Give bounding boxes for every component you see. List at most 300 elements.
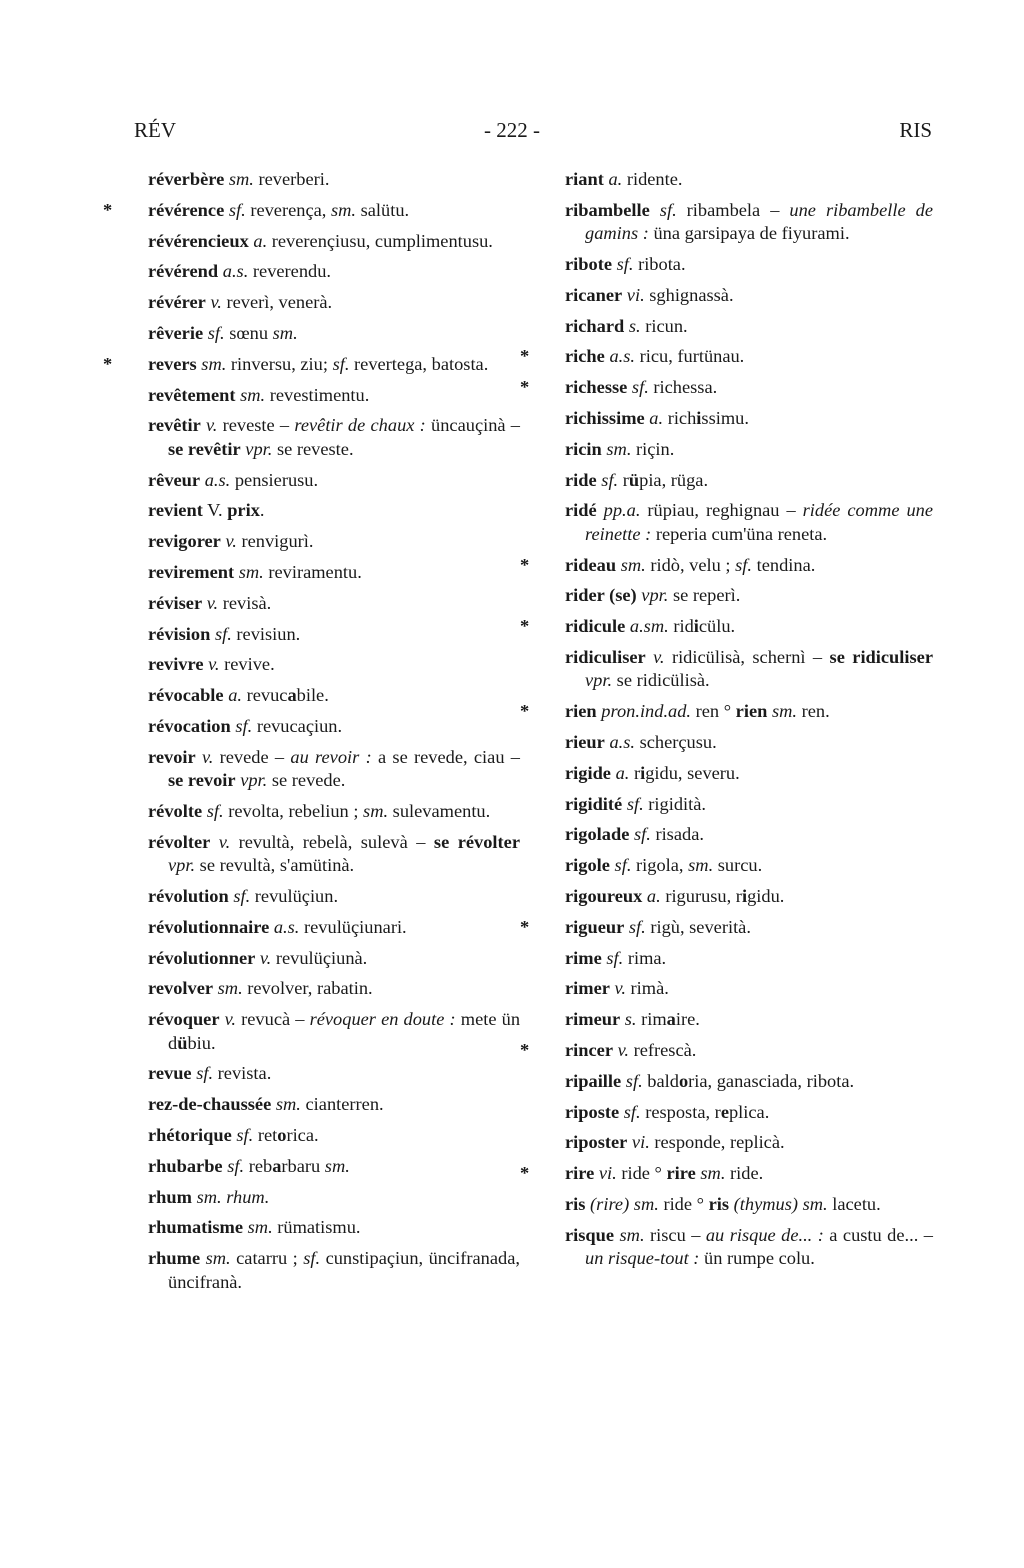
headword: ris [708,1193,730,1214]
grammar-label: a.sm. [629,616,669,637]
definition-text: gidu, severu. [645,762,740,783]
headword: révolutionnaire [148,916,270,937]
headword: rider (se) [565,585,637,606]
headword: revolver [148,978,214,999]
dictionary-entry [148,746,520,793]
grammar-label: sm. [688,855,714,876]
headword: o [277,1124,287,1145]
definition-text: r [618,469,629,490]
grammar-label: sf. [303,1248,321,1269]
definition-text [597,500,604,520]
definition-text: revucaçiun. [252,715,343,736]
definition-text: ridicülisà, schernì – [664,646,830,667]
headword: rien [565,701,597,722]
headword: réviser [148,592,203,613]
grammar-label: sm. [620,554,646,575]
example-phrase: révoquer en doute : [309,1009,456,1030]
definition-text: revulüçiunari. [299,916,407,937]
headword: ü [628,469,640,490]
dictionary-entry [520,1039,933,1062]
grammar-label: sm. [619,1224,645,1245]
dictionary-entry [148,168,520,191]
dictionary-entry [565,1070,933,1093]
dictionary-entry [565,168,933,191]
definition-text: gidu. [747,885,785,906]
page-number: - 222 - [484,118,540,142]
definition-text: lacetu. [827,1193,881,1214]
definition-text: reperia cum'üna reneta. [651,523,828,544]
dictionary-entry [148,1093,520,1116]
grammar-label: sf. [628,916,646,937]
dictionary-entry [565,646,933,693]
asterisk-marker: * [520,916,530,937]
headword: a [666,1009,676,1030]
grammar-label: pp.a. [603,500,641,521]
asterisk-marker: * [520,701,530,722]
definition-text [650,200,660,220]
definition-text: a se revede, ciau – [371,746,520,767]
asterisk-marker: * [520,1163,530,1184]
definition-text: üncauçinà – [425,415,520,436]
dictionary-entry [565,284,933,307]
definition-text: revisà. [218,592,272,613]
definition-text: sghignassà. [644,284,734,305]
grammar-label: sf. [626,793,644,814]
definition-text: ridente. [622,169,683,189]
headword: rhétorique [148,1124,232,1145]
headword: ris [565,1193,586,1214]
headword: rincer [565,1039,613,1060]
grammar-label: a. [228,685,242,706]
headword: rigoureux [565,885,643,906]
headword: rigidité [565,793,623,814]
dictionary-entry [148,469,520,492]
headword: ripaille [565,1070,622,1091]
dictionary-entry [565,1101,933,1124]
asterisk-marker: * [520,554,530,575]
example-phrase: revêtir de chaux : [294,415,426,436]
dictionary-entry [565,793,933,816]
definition-text: ret [253,1124,278,1145]
dictionary-entry [148,623,520,646]
dictionary-entry [148,684,520,707]
dictionary-entry [148,947,520,970]
headword: révérencieux [148,230,249,251]
definition-text: scherçusu. [635,731,717,752]
definition-text: revultà, rebelà, sulevà – [230,831,434,852]
dictionary-entry [565,1131,933,1154]
grammar-label: sf. [659,199,677,220]
dictionary-entry [148,916,520,939]
grammar-label: vi. [626,284,645,305]
grammar-label: a. [646,885,661,906]
definition-text: ride. [725,1163,764,1184]
grammar-label: sm. [247,1217,273,1238]
dictionary-entry [520,700,933,723]
headword: riant [565,169,604,189]
headword: ribambelle [565,199,650,220]
grammar-label: v. [617,1039,630,1060]
headword: révoquer [148,1009,220,1030]
dictionary-entry [565,499,933,546]
grammar-label: (thymus) sm. [733,1193,828,1214]
definition-text: pensierusu. [230,469,319,490]
definition-text: ribota. [633,254,686,274]
definition-text: revertega, batosta. [349,353,489,374]
headword: se révolter [433,831,520,852]
headword: se revoir [168,770,236,791]
example-phrase: un risque-tout : [585,1248,700,1269]
dictionary-entry [565,199,933,246]
definition-text: reverençiusu, cumplimentusu. [267,230,493,251]
grammar-label: v. [614,978,626,999]
dictionary-entry [520,615,933,638]
asterisk-marker: * [520,1039,530,1060]
definition-text: reverì, venerà. [221,292,333,313]
headword: rime [565,947,602,968]
definition-text: ren ° [691,701,736,722]
running-head-left: RÉV [134,118,176,142]
grammar-label: sf. [207,322,225,343]
headword: ridé [565,500,597,521]
definition-text: riscu – [644,1224,706,1245]
dictionary-entry [148,1124,520,1147]
grammar-label: sf. [206,800,224,821]
grammar-label: v. [224,1009,237,1030]
dictionary-entry [148,260,520,283]
grammar-label: sm. [330,199,357,220]
dictionary-entry [565,854,933,877]
grammar-label: sf. [228,199,246,220]
grammar-label: sm. [324,1155,350,1176]
dictionary-entry [148,230,520,253]
headword: rigolade [565,824,630,845]
grammar-label: v. [208,654,220,675]
grammar-label: sf. [332,353,350,374]
definition-text [646,647,653,667]
grammar-label: sf. [631,377,649,398]
headword: i [741,885,748,906]
dictionary-entry [520,345,933,368]
definition-text: cianterren. [300,1094,384,1115]
headword: rhumatisme [148,1217,244,1238]
grammar-label: sf. [235,715,253,736]
dictionary-entry [565,469,933,492]
grammar-label: sm. [238,561,264,582]
headword: rimeur [565,1009,621,1030]
definition-text: ren. [797,701,830,722]
headword: ridicule [565,616,626,637]
headword: rieur [565,731,605,752]
definition-text: revisiun. [231,623,301,644]
grammar-label: pron.ind.ad. [601,701,692,722]
definition-text: rich [663,407,697,428]
definition-text: reb [244,1155,273,1176]
definition-text: revista. [213,1063,272,1084]
dictionary-entry [565,407,933,430]
definition-text: reverberi. [253,169,330,189]
definition-text: resposta, r [640,1101,721,1122]
grammar-label: a.s. [222,261,249,282]
grammar-label: sf. [633,824,651,845]
grammar-label: sf. [214,623,232,644]
definition-text: responde, replicà. [649,1132,785,1153]
asterisk-marker: * [520,346,530,367]
definition-text: bald [642,1070,679,1091]
grammar-label: a.s. [609,731,635,752]
definition-text: pia, rüga. [639,469,709,490]
grammar-label: vi. [598,1163,617,1184]
grammar-label: a. [608,169,623,189]
definition-text: mete ün d [168,1009,521,1053]
headword: rêveur [148,469,201,490]
grammar-label: sf. [625,1070,643,1091]
definition-text: risada. [650,824,704,845]
asterisk-marker: * [103,199,113,220]
headword: révision [148,623,211,644]
dictionary-entry [148,885,520,908]
headword: rhum [148,1186,192,1207]
definition-text: rbaru [281,1155,325,1176]
dictionary-entry [148,414,520,461]
page-header [0,118,1024,148]
definition-text: revede – [213,746,291,767]
definition-text: revucà – [236,1009,310,1030]
asterisk-marker: * [520,616,530,637]
headword: ridiculiser [565,646,646,667]
dictionary-entry [520,376,933,399]
example-phrase: ridée comme une reinette : [585,500,934,544]
definition-text: rima. [623,947,667,968]
grammar-label: sm. [700,1163,726,1184]
definition-text: revestimentu. [265,384,370,405]
dictionary-entry [565,1008,933,1031]
grammar-label: s. [628,315,641,336]
definition-text: refrescà. [629,1039,697,1060]
definition-text: renvigurì. [236,531,314,552]
definition-text: revolta, rebeliun ; [223,800,364,821]
definition-text: r [629,762,641,783]
dictionary-entry [565,584,933,607]
headword: rideau [565,554,617,575]
headword: e [720,1101,729,1122]
grammar-label: s. [624,1009,637,1030]
definition-text: reverendu. [248,261,332,282]
dictionary-entry [148,592,520,615]
definition-text: ricun. [640,315,688,336]
headword: réverbère [148,169,225,189]
dictionary-entry [148,322,520,345]
definition-text: ride ° [616,1163,667,1184]
definition-text: biu. [187,1032,216,1053]
dictionary-entry [565,885,933,908]
headword: prix [227,500,260,521]
definition-text: sœnu [224,322,273,343]
headword: riposter [565,1132,628,1153]
definition-text: tendina. [752,554,816,575]
definition-text: cülu. [698,616,736,637]
definition-text: rigurusu, r [660,885,742,906]
definition-text: se ridicülisà. [612,670,710,691]
grammar-label: sf. [606,947,624,968]
headword: rêverie [148,322,204,343]
grammar-label: sm. [228,169,254,189]
dictionary-entry [148,1247,520,1294]
grammar-label: sm. [217,978,243,999]
headword: révolution [148,885,229,906]
definition-text: ssimu. [701,407,749,428]
headword: révocable [148,685,224,706]
dictionary-entry [565,1193,933,1216]
headword: rigole [565,855,610,876]
dictionary-entry [148,1062,520,1085]
grammar-label: vpr. [585,670,613,691]
dictionary-entry [565,315,933,338]
headword: révérend [148,261,219,282]
grammar-label: sf. [601,469,619,490]
grammar-label: sf. [227,1155,245,1176]
headword: richard [565,315,625,336]
definition-text: rigidità. [643,793,706,814]
dictionary-entry [565,253,933,276]
definition-text: revuc [241,685,288,706]
dictionary-entry [148,291,520,314]
grammar-label: sm. [240,384,266,405]
definition-text: se reperì. [668,585,741,606]
headword: révérence [148,199,225,220]
headword: révolte [148,800,203,821]
grammar-label: sm. [771,701,797,722]
dictionary-entry [148,499,520,522]
headword: i [696,407,702,428]
definition-text: riçin. [631,438,675,459]
dictionary-entry [148,977,520,1000]
dictionary-entry [520,1162,933,1185]
dictionary-entry [148,831,520,878]
definition-text: plica. [728,1101,770,1122]
headword: revigorer [148,531,221,552]
definition-text: reverença, [245,199,331,220]
grammar-label: sf. [196,1063,214,1084]
definition-text: ria, ganasciada, ribota. [688,1070,855,1091]
grammar-label: sf. [735,554,753,575]
headword: se ridiculiser [829,646,933,667]
dictionary-entry [148,800,520,823]
definition-text: rim [636,1009,667,1030]
definition-text: revulüçiunà. [271,947,368,968]
headword: rigueur [565,916,625,937]
headword: revivre [148,654,204,675]
headword: révérer [148,292,206,313]
definition-text: richessa. [648,377,718,398]
dictionary-entry [148,1155,520,1178]
definition-text: reveste – [217,415,295,436]
definition-text: rica. [286,1124,319,1145]
grammar-label: v. [206,592,219,613]
headword: rigide [565,762,611,783]
grammar-label: sm. [201,353,227,374]
definition-text: salütu. [356,199,410,220]
headword: rire [666,1163,696,1184]
definition-text: . [259,500,265,521]
headword: rien [735,701,768,722]
headword: révocation [148,715,231,736]
headword: rhubarbe [148,1155,223,1176]
definition-text: bile. [296,685,329,706]
headword: rez-de-chaussée [148,1094,272,1115]
grammar-label: vpr. [168,855,196,876]
headword: ribote [565,254,612,274]
headword: ricaner [565,284,623,305]
headword: révolutionner [148,947,256,968]
grammar-label: vi. [631,1132,650,1153]
definition-text: sulevamentu. [388,800,491,821]
headword: o [678,1070,689,1091]
grammar-label: sm. [363,800,389,821]
definition-text: ire. [675,1009,700,1030]
grammar-label: v. [210,292,222,313]
grammar-label: a. [253,230,268,251]
grammar-label: sf. [616,254,634,274]
headword: revient [148,500,203,521]
dictionary-entry [565,762,933,785]
grammar-label: vpr. [240,770,268,791]
dictionary-entry [148,1186,520,1209]
definition-text: cunstipaçiun, üncifranada, üncifranà. [168,1248,520,1292]
dictionary-entry [148,561,520,584]
dictionary-entry [103,199,520,222]
example-phrase: rhum. [226,1186,270,1207]
definition-text: rinversu, ziu; [226,353,333,374]
definition-text: catarru ; [230,1248,304,1269]
definition-text: revive. [219,654,275,675]
definition-text: rümatismu. [272,1217,361,1238]
definition-text: ün rumpe colu. [699,1248,815,1269]
definition-text: rigù, severità. [645,916,751,937]
definition-text: ridò, velu ; [645,554,736,575]
headword: richesse [565,377,628,398]
dictionary-entry [520,554,933,577]
grammar-label: sf. [623,1101,641,1122]
grammar-label: vpr. [641,585,669,606]
definition-text: a custu de... – [823,1224,933,1245]
headword: revoir [148,746,196,767]
dictionary-entry [565,823,933,846]
definition-text: ride ° [658,1193,709,1214]
grammar-label: sm. [275,1094,301,1115]
example-phrase: au revoir : [290,746,372,767]
headword: revers [148,353,197,374]
definition-text: üna garsipaya de fiyurami. [648,223,850,244]
asterisk-marker: * [103,353,113,374]
dictionary-entry [565,438,933,461]
dictionary-entry [565,1224,933,1271]
grammar-label: sm. [272,322,298,343]
definition-text: rüpiau, reghignau – [640,500,803,521]
definition-text: reviramentu. [263,561,362,582]
dictionary-entry [148,384,520,407]
headword: risque [565,1224,615,1245]
headword: se revêtir [168,438,241,459]
grammar-label: sf. [614,855,632,876]
example-phrase: une ribambelle de gamins : [585,199,933,244]
grammar-label: (rire) sm. [590,1193,659,1214]
dictionary-entry [148,715,520,738]
definition-text: rigola, [631,855,689,876]
grammar-label: a.s. [204,469,231,490]
headword: a [272,1155,282,1176]
grammar-label: v. [225,531,237,552]
